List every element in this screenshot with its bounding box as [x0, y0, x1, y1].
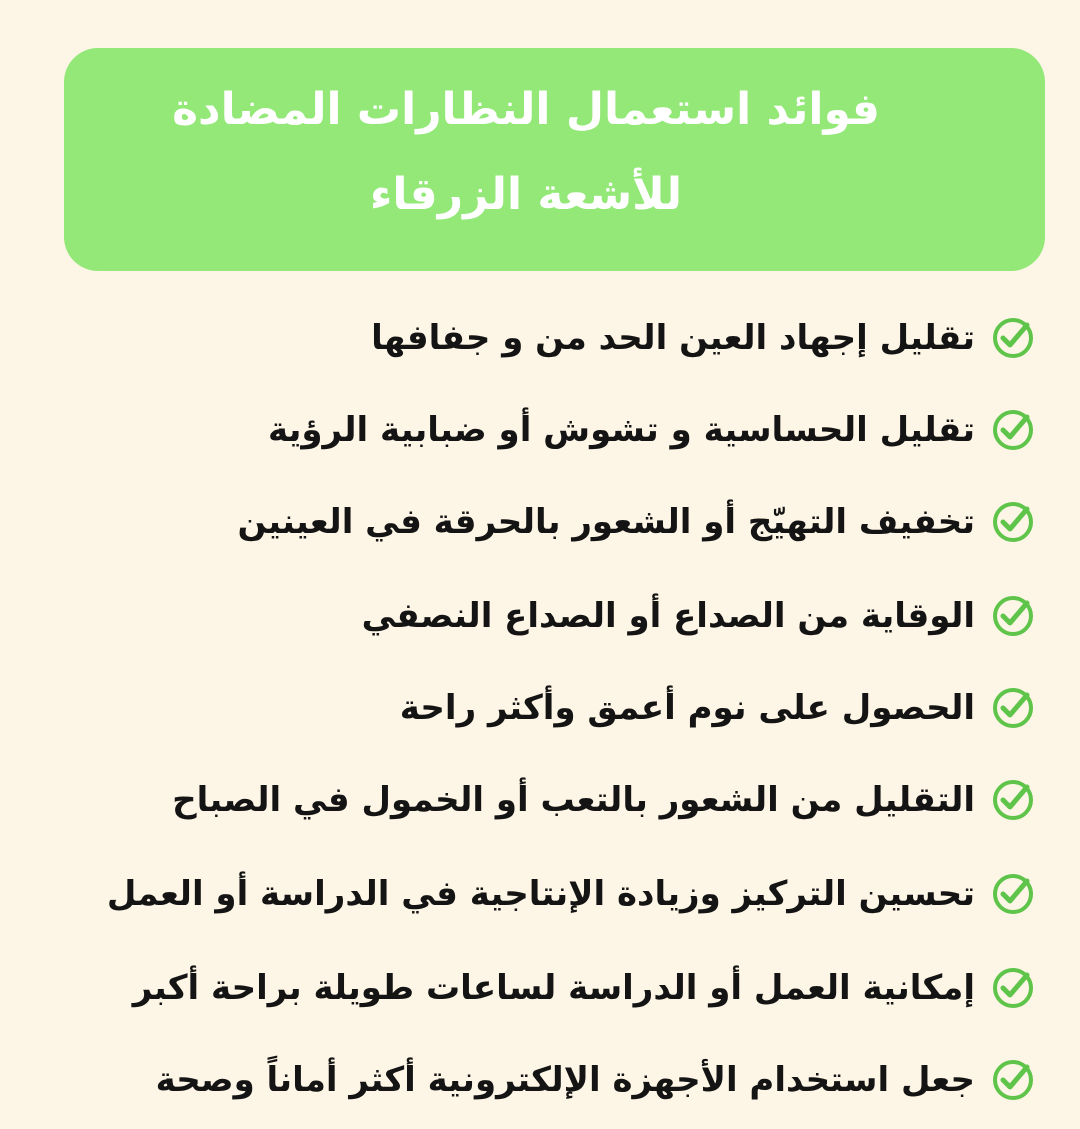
check-circle-icon — [991, 686, 1035, 730]
list-item-label: إمكانية العمل أو الدراسة لساعات طويلة براحة أكبر — [132, 968, 975, 1008]
list-item — [268, 400, 1035, 460]
list-item — [133, 958, 1035, 1018]
list-item-label: تخفيف التهيّج أو الشعور بالحرقة في العينين — [237, 502, 975, 542]
list-item-label: تقليل الحساسية و تشوش أو ضبابية الرؤية — [268, 410, 975, 450]
check-circle-icon — [991, 594, 1035, 638]
page-title-line-1: فوائد استعمال النظارات المضادة — [172, 84, 880, 135]
list-item — [156, 1050, 1035, 1110]
list-item-label: التقليل من الشعور بالتعب أو الخمول في الصباح — [172, 780, 975, 820]
page-title-line-2: للأشعة الزرقاء — [369, 169, 683, 220]
list-item — [400, 678, 1035, 738]
check-circle-icon — [991, 966, 1035, 1010]
list-item-label: الوقاية من الصداع أو الصداع النصفي — [361, 596, 975, 636]
list-item — [172, 770, 1035, 830]
list-item — [362, 586, 1035, 646]
list-item — [238, 492, 1036, 552]
check-circle-icon — [991, 316, 1035, 360]
list-item — [371, 308, 1035, 368]
list-item-label: جعل استخدام الأجهزة الإلكترونية أكثر أماناً وصحة — [155, 1060, 975, 1100]
check-circle-icon — [991, 1058, 1035, 1102]
list-item-label: تقليل إجهاد العين الحد من و جفافها — [371, 318, 975, 358]
check-circle-icon — [991, 872, 1035, 916]
list-item-label: الحصول على نوم أعمق وأكثر راحة — [399, 688, 975, 728]
check-circle-icon — [991, 500, 1035, 544]
check-circle-icon — [991, 408, 1035, 452]
check-circle-icon — [991, 778, 1035, 822]
list-item — [107, 864, 1035, 924]
list-item-label: تحسين التركيز وزيادة الإنتاجية في الدراسة أو العمل — [106, 874, 975, 914]
